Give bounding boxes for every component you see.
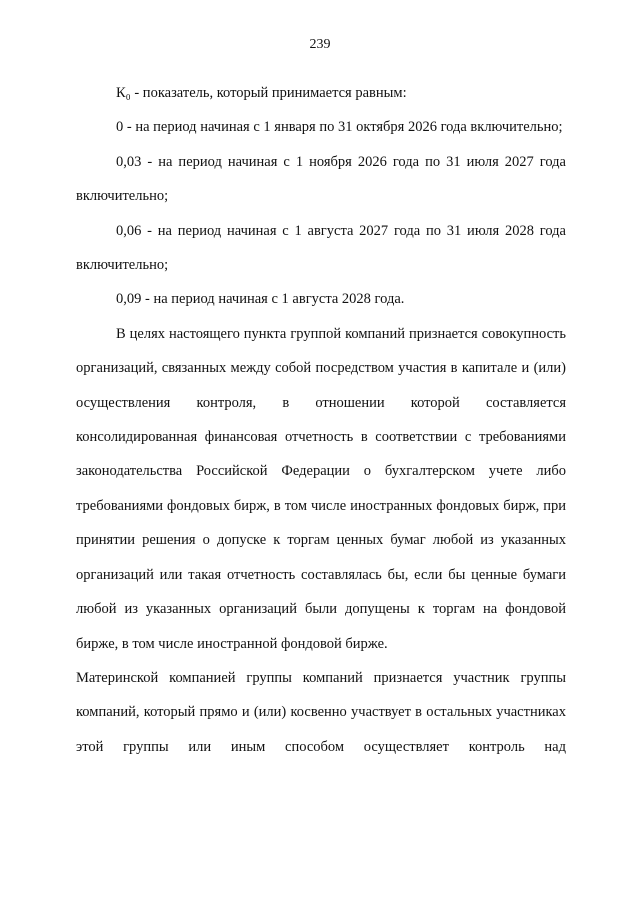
paragraph-k0-value-009: 0,09 - на период начиная с 1 августа 2028 года.: [116, 291, 405, 308]
page-number: 239: [309, 37, 331, 52]
document-body: [76, 76, 566, 764]
paragraph-k0-value-0: 0 - на период начиная с 1 января по 31 октября 2026 года включительно;: [116, 119, 563, 136]
paragraph-k0-value-006: 0,06 - на период начиная с 1 августа 2027 года по 31 июля 2028 года включительно;: [76, 222, 566, 274]
paragraph-k0-definition: К₀ - показатель, который принимается равным:: [116, 85, 407, 101]
paragraph-k0-value-003: 0,03 - на период начиная с 1 ноября 2026 года по 31 июля 2027 года включительно;: [76, 153, 566, 205]
paragraph-group-definition: В целях настоящего пункта группой компаний признается совокупность организаций, связанных между собой посредством участия в капитале и (или) осуществления контроля, в отношении которой составляется консолидированная финансовая отчетность в соответствии с требованиями законодательства Российской Федерации о бухгалтерском учете либо требованиями фондовых бирж, в том числе иностранных фондовых бирж, при принятии решения о допуске к торгам ценных бумаг любой из указанных организаций или такая отчетность составлялась бы, если бы ценные бумаги любой из указанных организаций были допущены к торгам на фондовой бирже, в том числе иностранной фондовой бирже.: [76, 325, 566, 652]
paragraph-parent-company: Материнской компанией группы компаний признается участник группы компаний, который прямо и (или) косвенно участвует в остальных участниках этой группы или иным способом осуществляет контроль над: [76, 669, 566, 755]
